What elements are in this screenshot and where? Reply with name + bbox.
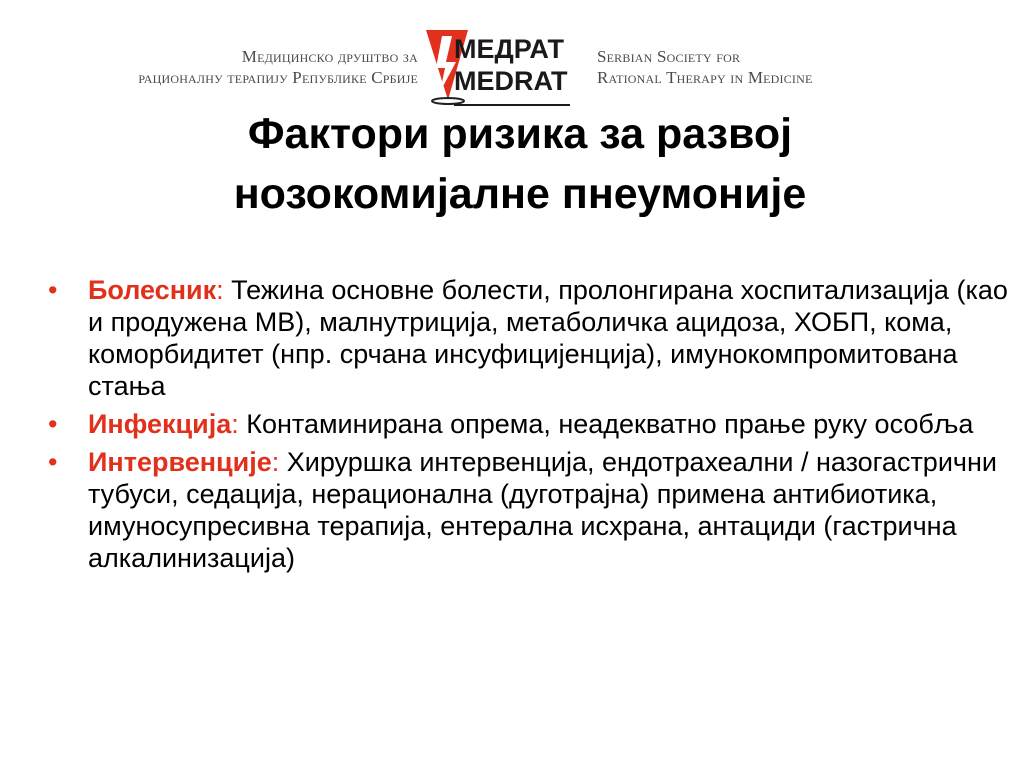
list-item-interventions [48, 446, 1008, 574]
slide-title [120, 104, 920, 224]
medrat-logo-top-text: МЕДРАТ [454, 34, 565, 64]
list-item-patient [48, 274, 1008, 402]
society-name-serbian-line2: рационалну терапију Републике Србије [138, 68, 418, 87]
list-item-colon: : [271, 447, 280, 477]
list-item-text: Контаминирана опрема, неадекватно прање руку особља [238, 409, 974, 439]
list-item-term: Болесник [88, 275, 217, 305]
society-name-english-line1: Serbian Society for [597, 47, 741, 66]
list-item-term: Инфекција [88, 409, 232, 439]
bullet-dot-icon: • [48, 275, 58, 305]
list-item-text: Тежина основне болести, пролонгирана хоспитализација (као и продужена МВ), малнутриција, метаболичка ацидоза, ХОБП, кома, коморбидитет (нпр. срчана инсуфицијенција), имунокомпромитована стања [88, 275, 1008, 401]
slide-title-line1: Фактори ризика за развој [247, 110, 793, 158]
medrat-logo [424, 28, 572, 108]
bullet-dot-icon: • [48, 447, 58, 477]
list-item-colon: : [216, 275, 224, 305]
list-item-infection [48, 408, 1008, 440]
medrat-logo-bottom-text: MEDRAT [454, 66, 568, 96]
society-name-english-line2: Rational Therapy in Medicine [597, 68, 813, 87]
slide-title-line2: нозокомијалне пнеумоније [233, 170, 807, 218]
list-item-term: Интервенције [88, 447, 272, 477]
list-item-colon: : [231, 409, 239, 439]
society-name-serbian-line1: Медицинско друштво за [241, 47, 418, 66]
bullet-dot-icon: • [48, 409, 58, 439]
list-item-text: Хируршка интервенција, ендотрахеални / назогастрични тубуси, седација, нерационална (дуготрајна) примена антибиотика, имуносупресивна терапија, ентерална исхрана, антациди (гастрична алкалинизација) [88, 447, 997, 573]
society-name-english [597, 46, 813, 88]
society-name-serbian [138, 46, 418, 88]
slide-header [0, 0, 1024, 112]
risk-factor-list [48, 274, 1008, 580]
